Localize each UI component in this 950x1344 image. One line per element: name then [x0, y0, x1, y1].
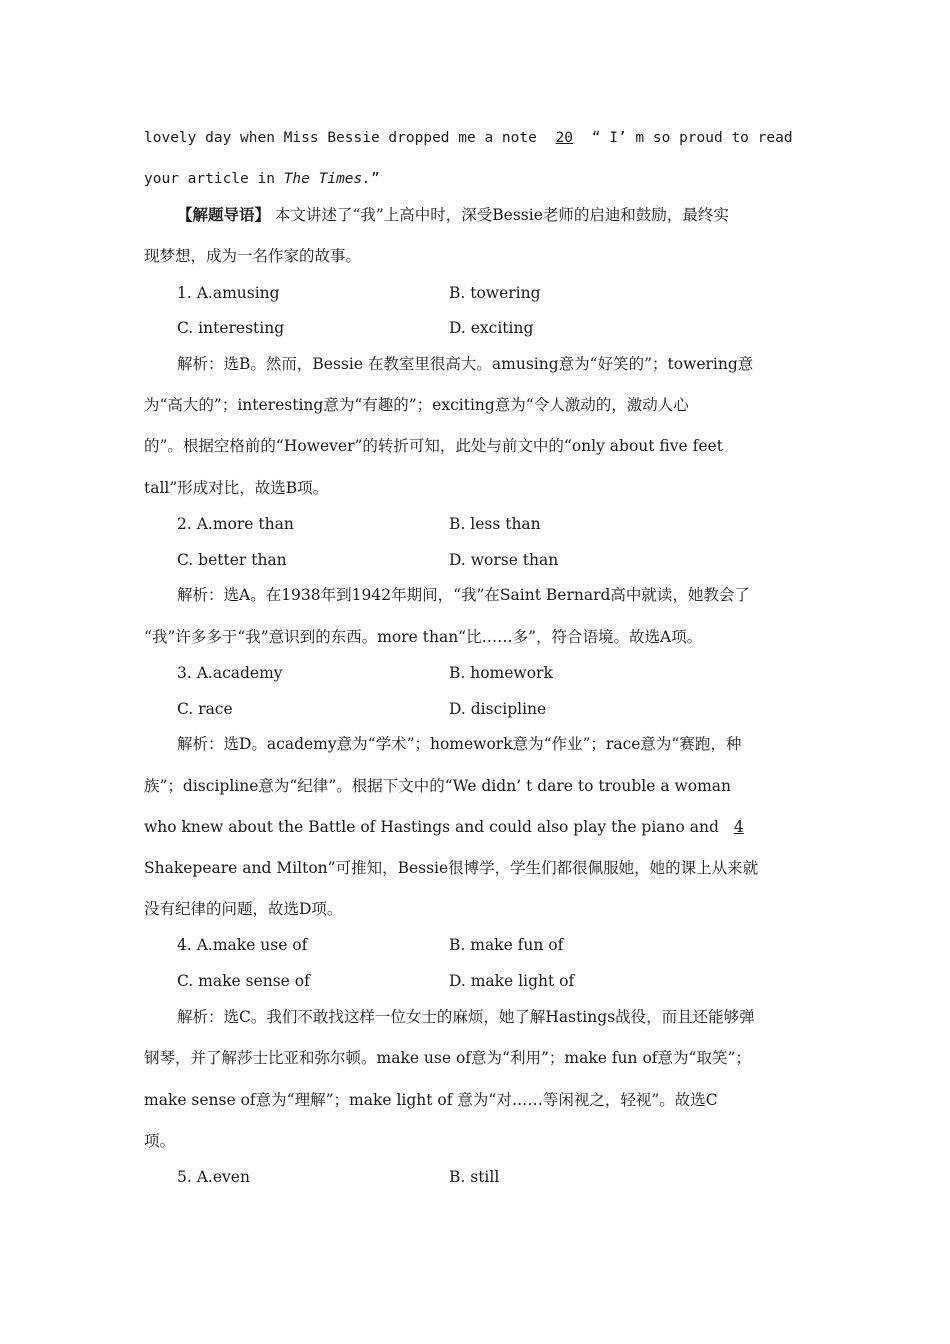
q3-explanation-4: Shakepeare and Milton”可推知，Bessie很博学，学生们都很佩服她，她的课上从来就 — [144, 859, 759, 877]
q1-explanation-4: tall”形成对比，故选B项。 — [144, 479, 329, 497]
guide-text: 本文讲述了“我”上高中时，深受Bessie老师的启迪和鼓励，最终实 — [270, 206, 729, 224]
q3-explanation-2: 族”；discipline意为“纪律”。根据下文中的“We didn’ t dare to trouble a woman — [144, 777, 732, 795]
guide-label: 【解题导语】 — [177, 205, 271, 224]
guide-line-1 — [177, 204, 729, 226]
guide-line-2: 现梦想，成为一名作家的故事。 — [144, 247, 362, 265]
q1-option-c: C. interesting — [177, 319, 285, 337]
passage-text: “ I’ m so proud to read — [583, 130, 793, 146]
passage-text: lovely day when Miss Bessie dropped me a note — [144, 130, 546, 146]
q3-option-b: B. homework — [449, 664, 553, 682]
q1-explanation-1: 解析：选B。然而，Bessie 在教室里很高大。amusing意为“好笑的”；towering意 — [177, 355, 754, 373]
blank-20: 20 — [555, 130, 574, 146]
passage-text: your article in — [144, 171, 284, 187]
passage-line-2 — [144, 168, 380, 190]
q3-option-d: D. discipline — [449, 700, 547, 718]
q2-option-b: B. less than — [449, 515, 541, 533]
passage-line-1 — [144, 127, 793, 149]
q3-explanation-3 — [144, 816, 754, 838]
q1-option-a: 1. A.amusing — [177, 284, 280, 302]
q4-explanation-3: make sense of意为“理解”；make light of 意为“对……等闲视之，轻视”。故选C — [144, 1091, 718, 1109]
blank-4: 4 — [733, 818, 744, 836]
q4-explanation-2: 钢琴，并了解莎士比亚和弥尔顿。make use of意为“利用”；make fun of意为“取笑”； — [144, 1049, 751, 1067]
q1-explanation-2: 为“高大的”；interesting意为“有趣的”；exciting意为“令人激动的，激动人心 — [144, 396, 689, 414]
q5-option-a: 5. A.even — [177, 1168, 250, 1186]
q4-option-d: D. make light of — [449, 972, 575, 990]
q3-explanation-5: 没有纪律的问题，故选D项。 — [144, 900, 343, 918]
q2-explanation-2: “我”许多多于“我”意识到的东西。more than“比……多”，符合语境。故选A项。 — [144, 628, 703, 646]
q2-option-a: 2. A.more than — [177, 515, 294, 533]
q1-explanation-3: 的”。根据空格前的“However”的转折可知，此处与前文中的“only about five feet — [144, 437, 723, 455]
explanation-text: who knew about the Battle of Hastings and could also play the piano and — [144, 818, 724, 836]
q1-option-b: B. towering — [449, 284, 541, 302]
q3-option-c: C. race — [177, 700, 233, 718]
q2-explanation-1: 解析：选A。在1938年到1942年期间，“我”在Saint Bernard高中就读，她教会了 — [177, 586, 750, 604]
q1-option-d: D. exciting — [449, 319, 534, 337]
q4-explanation-4: 项。 — [144, 1132, 176, 1150]
q4-option-a: 4. A.make use of — [177, 936, 308, 954]
newspaper-title: The Times. — [283, 171, 371, 187]
q2-option-d: D. worse than — [449, 551, 559, 569]
passage-text: ” — [371, 171, 380, 187]
q3-explanation-1: 解析：选D。academy意为“学术”；homework意为“作业”；race意为“赛跑，种 — [177, 735, 742, 753]
q4-option-c: C. make sense of — [177, 972, 310, 990]
q4-explanation-1: 解析：选C。我们不敢找这样一位女士的麻烦，她了解Hastings战役，而且还能够弹 — [177, 1008, 755, 1026]
q3-option-a: 3. A.academy — [177, 664, 283, 682]
q2-option-c: C. better than — [177, 551, 287, 569]
q5-option-b: B. still — [449, 1168, 500, 1186]
q4-option-b: B. make fun of — [449, 936, 564, 954]
